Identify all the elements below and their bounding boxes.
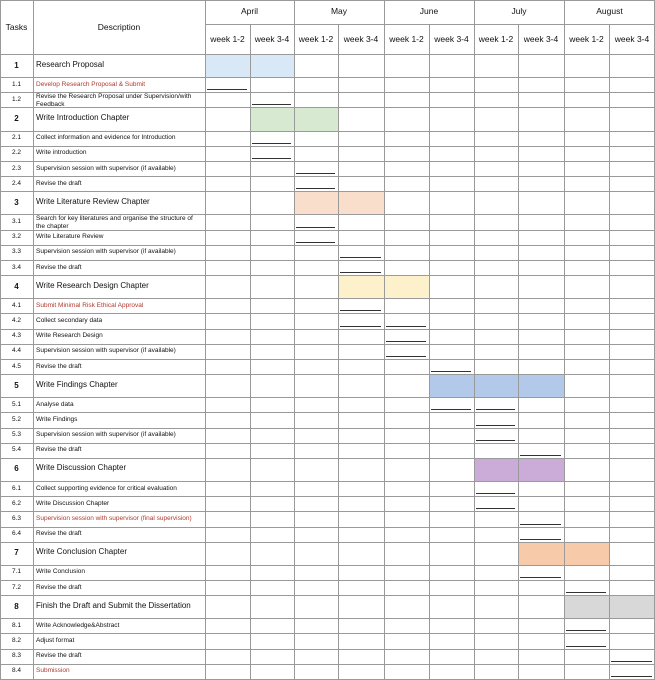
task-description: Revise the Research Proposal under Supervision/with Feedback — [36, 93, 192, 109]
task-description: Revise the draft — [36, 530, 82, 538]
row-line — [0, 313, 655, 314]
row-line — [0, 633, 655, 634]
schedule-underline — [386, 341, 426, 342]
schedule-underline — [566, 630, 606, 631]
task-description: Search for key literatures and organise the structure of the chapter — [36, 215, 193, 231]
schedule-underline — [476, 508, 515, 509]
schedule-underline — [566, 646, 606, 647]
schedule-underline — [340, 310, 381, 311]
task-description: Revise the draft — [36, 446, 82, 454]
task-number: 7.1 — [11, 568, 22, 576]
schedule-underline — [520, 577, 561, 578]
row-line — [0, 481, 655, 482]
phase-title: Finish the Draft and Submit the Dissertation — [36, 601, 191, 610]
schedule-underline — [340, 326, 381, 327]
schedule-underline — [520, 539, 561, 540]
task-description: Supervision session with supervisor (if available) — [36, 431, 176, 439]
task-description: Submission — [36, 667, 70, 675]
schedule-underline — [207, 89, 247, 90]
task-number: 3.3 — [11, 248, 22, 256]
row-line — [0, 131, 655, 132]
row-line — [0, 374, 655, 375]
phase-bar-5 — [430, 375, 564, 397]
task-number: 2.3 — [11, 164, 22, 172]
week-column-line — [338, 24, 339, 679]
row-line — [0, 275, 655, 276]
row-line — [0, 565, 655, 566]
phase-title: Research Proposal — [36, 60, 105, 69]
schedule-underline — [296, 242, 335, 243]
task-description: Collect information and evidence for Introduction — [36, 134, 176, 142]
task-number: 1.2 — [11, 95, 22, 103]
week-header: week 1-2 — [569, 34, 604, 44]
row-line — [0, 260, 655, 261]
row-line — [0, 458, 655, 459]
phase-bar-3 — [295, 192, 384, 214]
task-description: Write Acknowledge&Abstract — [36, 621, 120, 629]
task-description: Write Literature Review — [36, 233, 104, 241]
row-line — [0, 344, 655, 345]
week-column-line — [384, 0, 385, 679]
task-number: 7.2 — [11, 583, 22, 591]
task-number: 5.1 — [11, 400, 22, 408]
header-bottom-line — [0, 54, 655, 55]
week-header: week 3-4 — [523, 34, 559, 44]
task-description: Revise the draft — [36, 263, 82, 271]
schedule-underline — [296, 188, 335, 189]
task-number: 8.3 — [11, 652, 22, 660]
task-description: Revise the draft — [36, 179, 82, 187]
task-description: Revise the draft — [36, 362, 82, 370]
phase-number: 8 — [14, 601, 19, 611]
phase-title: Write Discussion Chapter — [36, 464, 127, 473]
task-number: 4.3 — [11, 332, 22, 340]
row-line — [0, 511, 655, 512]
row-line — [0, 542, 655, 543]
phase-bar-8 — [565, 596, 655, 618]
task-number: 6.2 — [11, 499, 22, 507]
column-line — [33, 0, 34, 679]
task-description: Supervision session with supervisor (if available) — [36, 248, 176, 256]
row-line — [0, 618, 655, 619]
phase-number: 7 — [14, 548, 19, 558]
task-number: 8.4 — [11, 667, 22, 675]
row-line — [0, 397, 655, 398]
week-column-line — [564, 0, 565, 679]
week-header: week 3-4 — [254, 34, 290, 44]
week-column-line — [609, 24, 610, 679]
phase-number: 3 — [14, 197, 19, 207]
week-column-line — [205, 0, 206, 679]
row-line — [0, 191, 655, 192]
tasks-header: Tasks — [5, 22, 28, 32]
task-description: Revise the draft — [36, 652, 82, 660]
task-description: Supervision session with supervisor (final supervision) — [36, 514, 192, 522]
schedule-underline — [611, 661, 652, 662]
schedule-underline — [386, 326, 426, 327]
row-line — [0, 428, 655, 429]
month-header-june: June — [419, 6, 439, 16]
task-number: 5.2 — [11, 415, 22, 423]
task-description: Revise the draft — [36, 583, 82, 591]
schedule-underline — [476, 425, 515, 426]
schedule-underline — [611, 676, 652, 677]
task-number: 1.1 — [11, 80, 22, 88]
week-header: week 1-2 — [298, 34, 334, 44]
phase-title: Write Conclusion Chapter — [36, 548, 128, 557]
task-number: 4.2 — [11, 316, 22, 324]
week-header: week 3-4 — [614, 34, 650, 44]
task-description: Develop Research Proposal & Submit — [36, 80, 146, 88]
task-description: Collect supporting evidence for critical evaluation — [36, 484, 177, 492]
phase-bar-6 — [475, 459, 564, 481]
schedule-underline — [431, 371, 471, 372]
month-header-april: April — [240, 6, 258, 16]
row-line — [0, 77, 655, 78]
row-line — [0, 649, 655, 650]
schedule-underline — [566, 592, 606, 593]
task-number: 8.2 — [11, 637, 22, 645]
task-number: 4.4 — [11, 347, 22, 355]
task-description: Adjust format — [36, 637, 75, 645]
task-description: Supervision session with supervisor (if available) — [36, 164, 176, 172]
task-description: Write Research Design — [36, 332, 103, 340]
week-column-line — [474, 0, 475, 679]
row-line — [0, 412, 655, 413]
week-column-line — [518, 24, 519, 679]
row-line — [0, 329, 655, 330]
schedule-underline — [296, 227, 335, 228]
task-number: 6.3 — [11, 514, 22, 522]
task-number: 6.1 — [11, 484, 22, 492]
schedule-underline — [476, 493, 515, 494]
task-description: Submit Minimal Risk Ethical Approval — [36, 301, 144, 309]
task-number: 2.4 — [11, 179, 22, 187]
task-description: Write Conclusion — [36, 568, 86, 576]
phase-title: Write Introduction Chapter — [36, 114, 130, 123]
task-number: 4.1 — [11, 301, 22, 309]
phase-number: 1 — [14, 60, 19, 70]
phase-number: 4 — [14, 281, 19, 291]
row-line — [0, 245, 655, 246]
schedule-underline — [520, 524, 561, 525]
month-header-july: July — [511, 6, 527, 16]
week-header: week 1-2 — [210, 34, 245, 44]
task-number: 8.1 — [11, 621, 22, 629]
phase-number: 2 — [14, 114, 19, 124]
task-number: 4.5 — [11, 362, 22, 370]
phase-title: Write Findings Chapter — [36, 380, 118, 389]
row-line — [0, 664, 655, 665]
task-number: 6.4 — [11, 530, 22, 538]
row-line — [0, 161, 655, 162]
task-description: Write Discussion Chapter — [36, 499, 110, 507]
description-header: Description — [97, 22, 141, 32]
row-line — [0, 176, 655, 177]
task-description: Write Findings — [36, 415, 78, 423]
row-line — [0, 595, 655, 596]
schedule-underline — [476, 440, 515, 441]
row-line — [0, 527, 655, 528]
phase-title: Write Literature Review Chapter — [36, 197, 150, 206]
task-description: Supervision session with supervisor (if available) — [36, 347, 176, 355]
task-number: 3.4 — [11, 263, 22, 271]
schedule-underline — [252, 143, 291, 144]
month-header-august: August — [596, 6, 623, 16]
task-description: Analyse data — [36, 400, 74, 408]
schedule-underline — [386, 356, 426, 357]
task-number: 5.3 — [11, 431, 22, 439]
week-column-line — [250, 24, 251, 679]
row-line — [0, 359, 655, 360]
schedule-underline — [476, 409, 515, 410]
week-header: week 3-4 — [434, 34, 469, 44]
week-column-line — [429, 24, 430, 679]
week-header: week 1-2 — [389, 34, 424, 44]
month-header-may: May — [330, 6, 348, 16]
schedule-underline — [340, 272, 381, 273]
month-divider-line — [205, 24, 655, 25]
task-number: 2.1 — [11, 134, 22, 142]
phase-title: Write Research Design Chapter — [36, 281, 149, 290]
task-description: Collect secondary data — [36, 316, 103, 324]
schedule-underline — [520, 455, 561, 456]
task-number: 5.4 — [11, 446, 22, 454]
schedule-underline — [431, 409, 471, 410]
row-line — [0, 496, 655, 497]
row-line — [0, 580, 655, 581]
task-description: Write introduction — [36, 149, 87, 157]
phase-number: 5 — [14, 380, 19, 390]
phase-number: 6 — [14, 464, 19, 474]
schedule-underline — [296, 173, 335, 174]
row-line — [0, 146, 655, 147]
schedule-underline — [252, 158, 291, 159]
schedule-underline — [340, 257, 381, 258]
row-line — [0, 298, 655, 299]
schedule-underline — [252, 104, 291, 105]
row-line — [0, 443, 655, 444]
task-number: 2.2 — [11, 149, 22, 157]
week-header: week 3-4 — [343, 34, 379, 44]
week-header: week 1-2 — [478, 34, 514, 44]
task-number: 3.1 — [11, 217, 22, 225]
week-column-line — [294, 0, 295, 679]
task-number: 3.2 — [11, 233, 22, 241]
table-top-line — [0, 0, 655, 1]
